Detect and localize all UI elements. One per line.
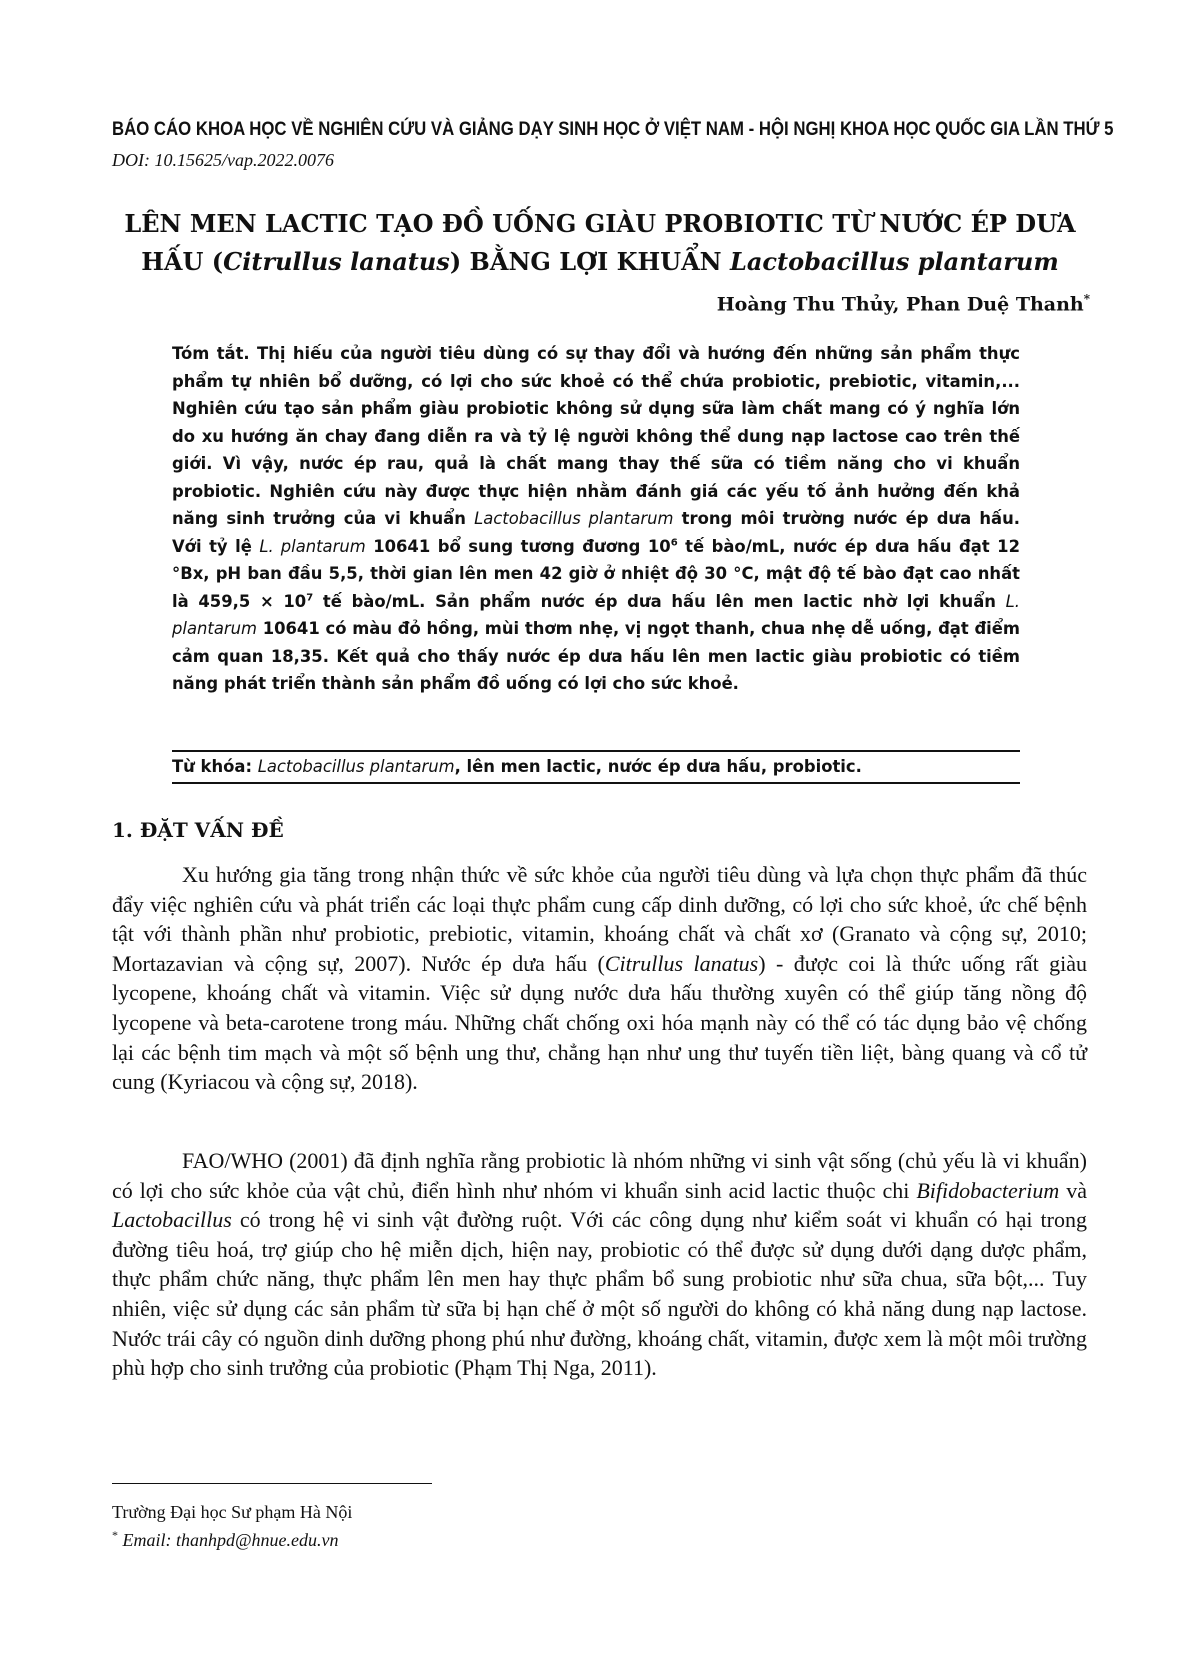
title-bacteria: Lactobacillus plantarum	[729, 247, 1059, 276]
footnote-email	[112, 1528, 339, 1551]
paragraph-1	[112, 860, 1087, 1097]
doi: DOI: 10.15625/vap.2022.0076	[112, 150, 334, 170]
paragraph-genus: Bifidobacterium	[916, 1177, 1060, 1203]
abstract-text: trong môi trường nước ép dưa hấu. Với tỷ lệ	[172, 509, 1021, 556]
email-text: Email: thanhpd@hnue.edu.vn	[118, 1530, 339, 1550]
paragraph-text: và	[1059, 1177, 1087, 1203]
abstract	[172, 340, 1020, 698]
paragraph-2	[112, 1146, 1087, 1383]
conference-header: BÁO CÁO KHOA HỌC VỀ NGHIÊN CỨU VÀ GIẢNG DẠY SINH HỌC Ở VIỆT NAM - HỘI NGHỊ KHOA HỌC QUỐC GIA LẦN THỨ 5	[112, 118, 1114, 140]
paragraph-genus: Lactobacillus	[112, 1207, 232, 1233]
keywords-label: Từ khóa:	[172, 757, 253, 776]
paragraph-text: Xu hướng gia tăng trong nhận thức về sức khỏe của người tiêu dùng và lựa chọn thực phẩm đã thúc đẩy việc nghiên cứu và phát triển các loại thực phẩm cung cấp dinh dưỡng, có lợi cho sức khoẻ, ức chế bệnh tật với thành phần như probiotic, prebiotic, vitamin, khoáng chất và chất xơ (Granato và cộng sự, 2010; Mortazavian và cộng sự, 2007). Nước ép dưa hấu (	[112, 862, 1087, 976]
paragraph-text: FAO/WHO (2001) đã định nghĩa rằng probiotic là nhóm những vi sinh vật sống (chủ yếu là vi khuẩn) có lợi cho sức khỏe của vật chủ, điển hình như nhóm vi khuẩn sinh acid lactic thuộc chi	[112, 1148, 1087, 1203]
keyword-species: Lactobacillus plantarum	[257, 757, 455, 776]
title-species: Citrullus lanatus	[223, 247, 450, 276]
abstract-text: tế bào/mL, nước ép dưa hấu đạt 12 °Bx, pH ban đầu 5,5, thời gian lên men 42 giờ ở nhiệt độ 30 °C, mật độ tế bào đạt cao nhất là 459,5 × 10	[172, 536, 1020, 611]
keywords	[172, 750, 1020, 784]
abstract-text: Thị hiếu của người tiêu dùng có sự thay đổi và hướng đến những sản phẩm thực phẩm tự nhiên bổ dưỡng, có lợi cho sức khoẻ có thể chứa probiotic, prebiotic, vitamin,... Nghiên cứu tạo sản phẩm giàu probiotic không sử dụng sữa làm chất mang có ý nghĩa lớn do xu hướng ăn chay đang diễn ra và tỷ lệ người không thể dung nạp lactose cao trên thế giới. Vì vậy, nước ép rau, quả là chất mang thay thế sữa có tiềm năng cho vi khuẩn probiotic. Nghiên cứu này được thực hiện nhằm đánh giá các yếu tố ảnh hưởng đến khả năng sinh trưởng của vi khuẩn	[172, 344, 1020, 528]
title-text: ) BẰNG LỢI KHUẨN	[449, 247, 730, 276]
abstract-text: 10641 bổ sung tương đương 10	[365, 536, 671, 556]
paper-title	[100, 205, 1100, 281]
paragraph-species: Citrullus lanatus	[604, 950, 759, 976]
title-text: HẤU (	[141, 247, 224, 276]
section-heading: 1. ĐẶT VẤN ĐỀ	[112, 818, 284, 842]
corresponding-mark: *	[1083, 292, 1090, 306]
authors	[717, 292, 1090, 315]
footnote-affiliation: Trường Đại học Sư phạm Hà Nội	[112, 1502, 353, 1522]
abstract-species: Lactobacillus plantarum	[474, 509, 674, 528]
title-line-1: LÊN MEN LACTIC TẠO ĐỒ UỐNG GIÀU PROBIOTIC TỪ NƯỚC ÉP DƯA	[124, 209, 1076, 238]
exponent: 6	[670, 537, 678, 549]
title-line-2	[100, 243, 1100, 281]
footnote-divider	[112, 1483, 432, 1484]
exponent: 7	[306, 592, 314, 604]
author-names: Hoàng Thu Thủy, Phan Duệ Thanh	[716, 293, 1084, 316]
abstract-species: L. plantarum	[259, 536, 366, 556]
paragraph-text: ) - được coi là thức uống rất giàu lycopene, khoáng chất và vitamin. Việc sử dụng nước dưa hấu thường xuyên có thể giúp tăng nồng độ lycopene và beta-carotene trong máu. Những chất chống oxi hóa mạnh này có thể có tác dụng bảo vệ chống lại các bệnh tim mạch và một số bệnh ung thư, chẳng hạn như ung thư tuyến tiền liệt, bàng quang và cổ tử cung (Kyriacou và cộng sự, 2018).	[112, 950, 1088, 1095]
abstract-label: Tóm tắt.	[172, 344, 250, 363]
paragraph-text: có trong hệ vi sinh vật đường ruột. Với các công dụng như kiểm soát vi khuẩn có hại trong đường tiêu hoá, trợ giúp cho hệ miễn dịch, hiện nay, probiotic có thể được sử dụng dưới dạng dược phẩm, thực phẩm chức năng, thực phẩm lên men hay thực phẩm bổ sung probiotic như sữa chua, sữa bột,... Tuy nhiên, việc sử dụng các sản phẩm từ sữa bị hạn chế ở một số người do không có khả năng dung nạp lactose. Nước trái cây có nguồn dinh dưỡng phong phú như đường, khoáng chất, vitamin, được xem là một môi trường phù hợp cho sinh trưởng của probiotic (Phạm Thị Nga, 2011).	[112, 1207, 1087, 1381]
email-mark: *	[112, 1528, 118, 1542]
abstract-species: L. plantarum	[172, 591, 1021, 638]
abstract-text: tế bào/mL. Sản phẩm nước ép dưa hấu lên men lactic nhờ lợi khuẩn	[313, 591, 1006, 611]
abstract-text: 10641 có màu đỏ hồng, mùi thơm nhẹ, vị ngọt thanh, chua nhẹ dễ uống, đạt điểm cảm quan 18,35. Kết quả cho thấy nước ép dưa hấu lên men lactic giàu probiotic có tiềm năng phát triển thành sản phẩm đồ uống có lợi cho sức khoẻ.	[172, 619, 1020, 693]
keywords-list: , lên men lactic, nước ép dưa hấu, probiotic.	[454, 757, 862, 776]
